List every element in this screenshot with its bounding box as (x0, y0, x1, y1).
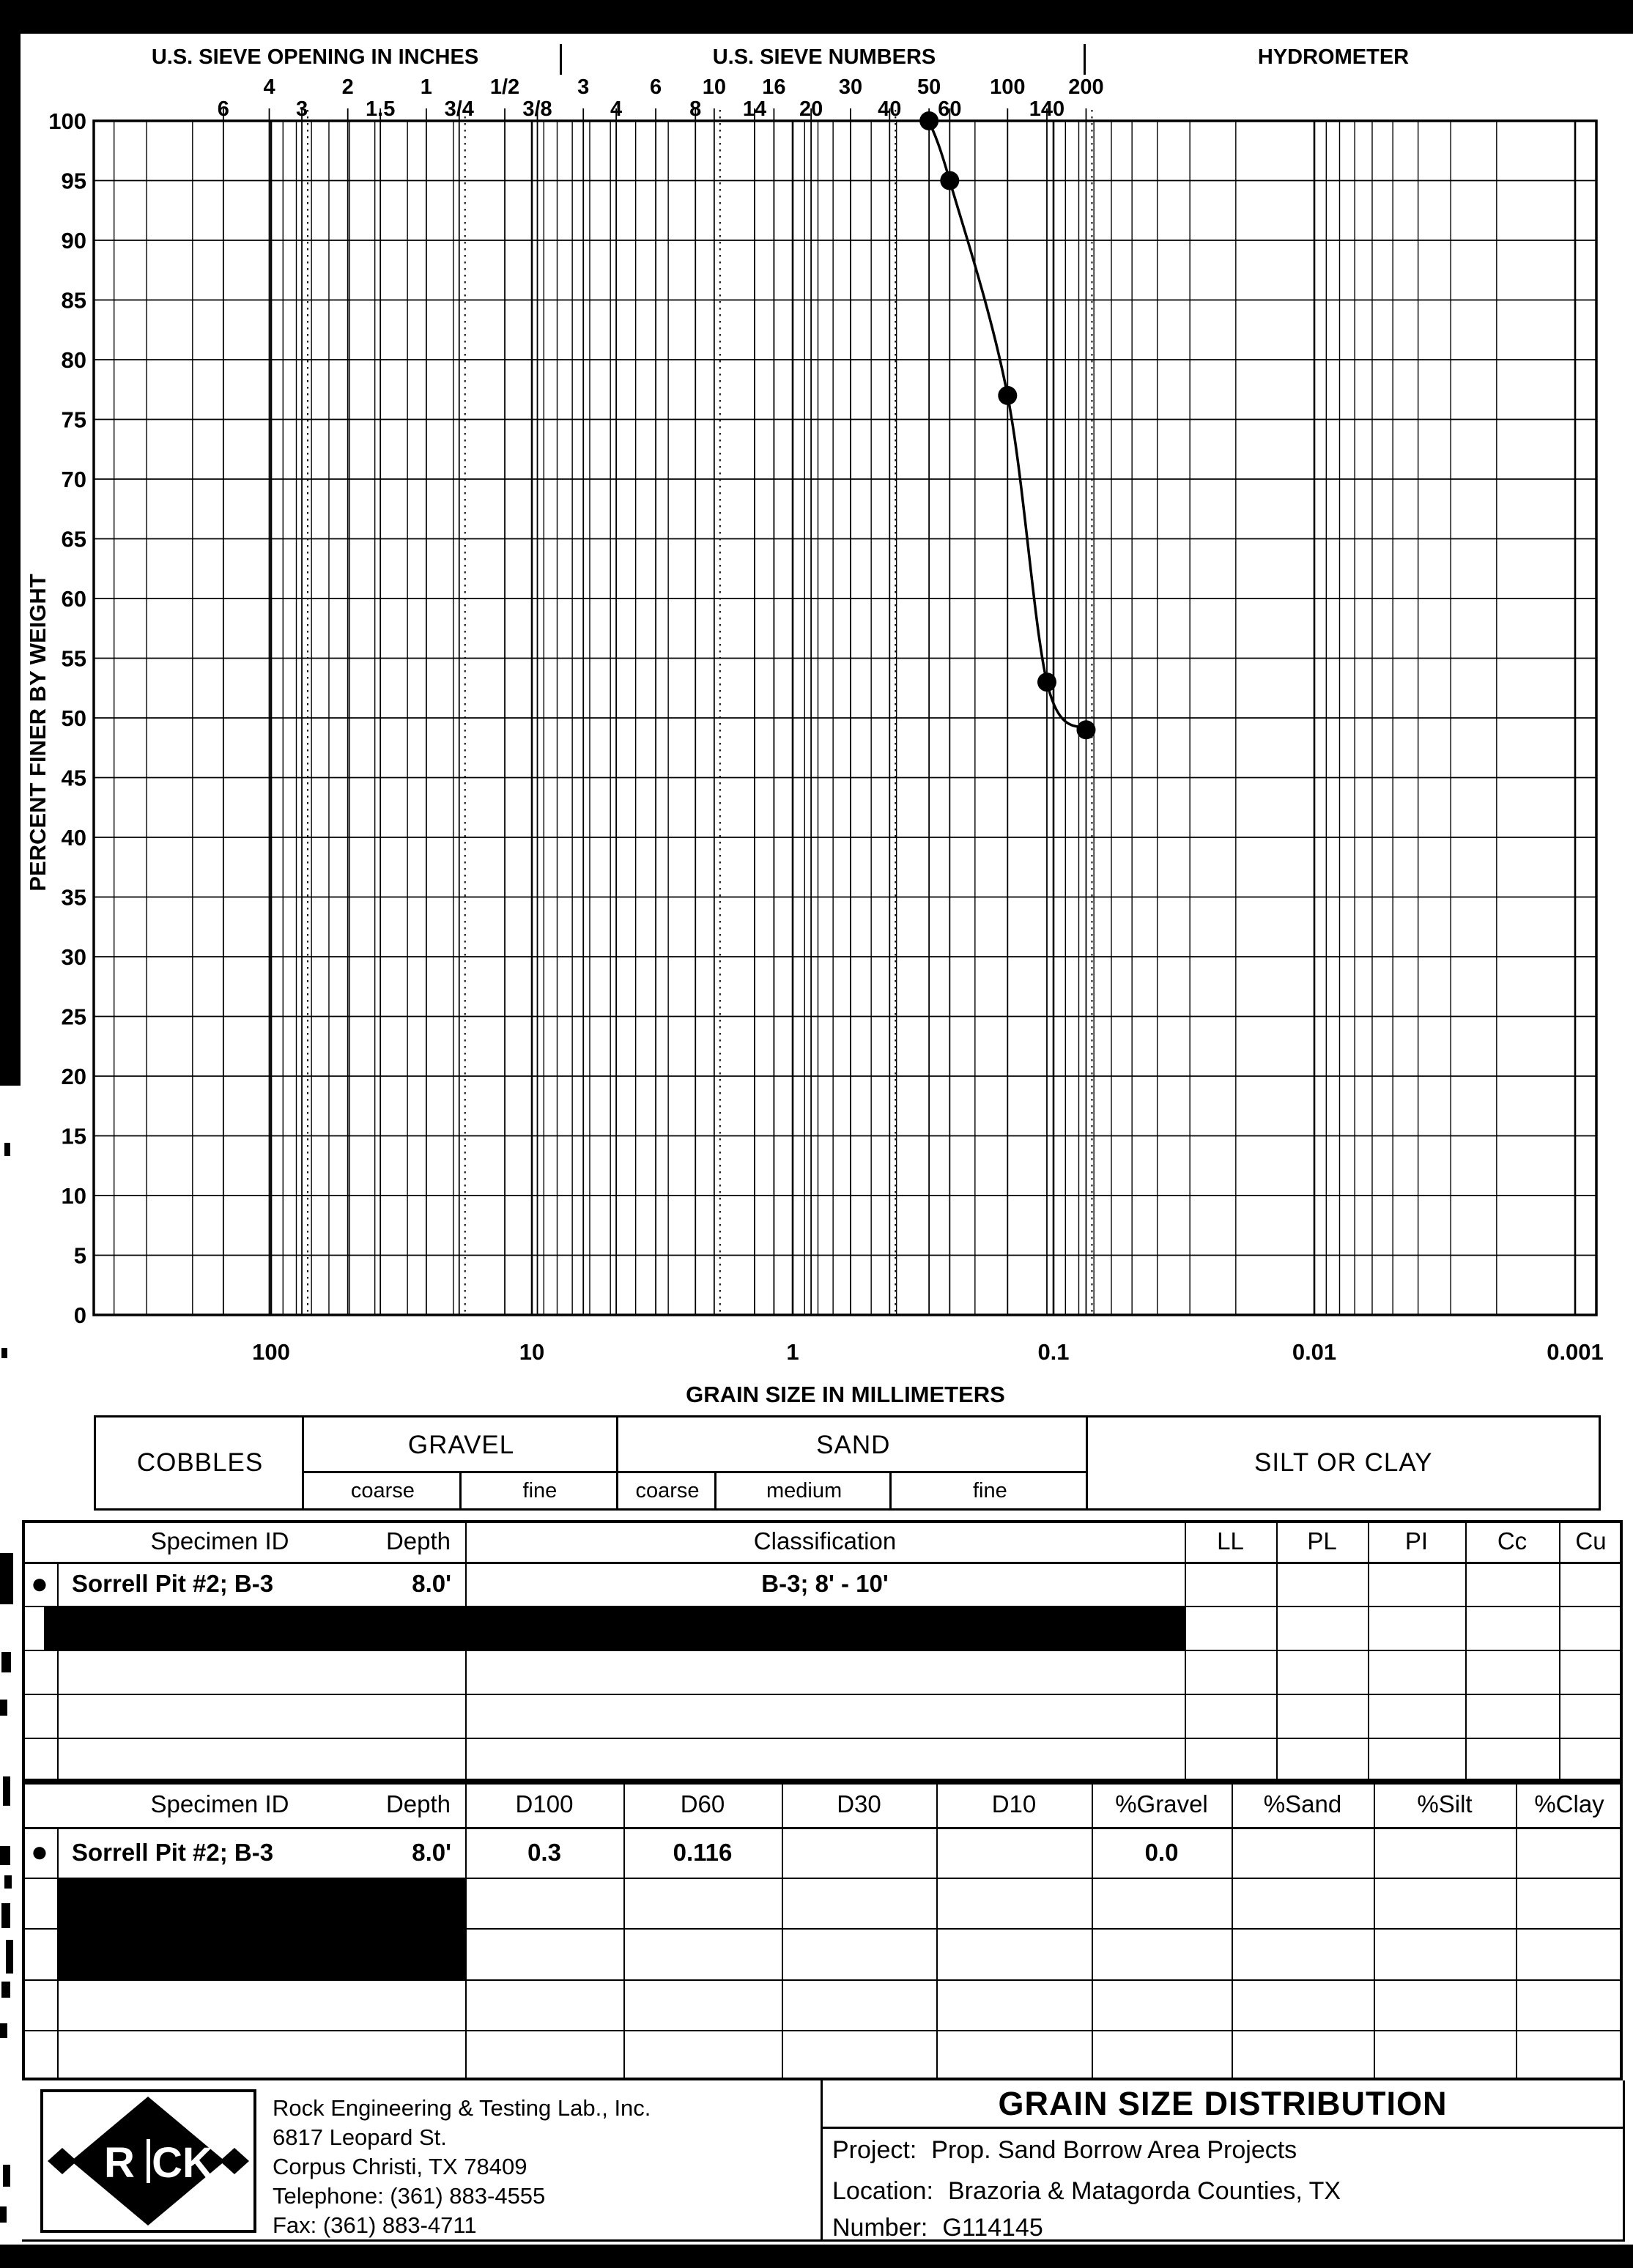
sieve-tick-label: 4 (610, 97, 623, 121)
column-header: Specimen ID (150, 1527, 289, 1554)
x-tick-label: 0.1 (1037, 1339, 1070, 1365)
company-address-line: Corpus Christi, TX 78409 (273, 2154, 527, 2179)
table-row-separator (22, 1694, 1623, 1695)
scan-artifact (0, 1553, 13, 1604)
x-axis-title: GRAIN SIZE IN MILLIMETERS (686, 1382, 1005, 1407)
scan-artifact (1, 1903, 10, 1928)
location-label: Location: (832, 2177, 933, 2205)
sieve-tick-label: 14 (742, 97, 767, 121)
company-address-line: Rock Engineering & Testing Lab., Inc. (273, 2095, 651, 2121)
sieve-tick-label: 30 (838, 75, 863, 99)
y-tick-label: 60 (61, 586, 86, 612)
marker-cell: ● (30, 1567, 49, 1600)
y-tick-label: 35 (61, 884, 86, 911)
x-tick-label: 1 (786, 1339, 799, 1365)
number-label: Number: (832, 2214, 928, 2242)
marker-cell: ● (30, 1836, 49, 1869)
sieve-tick-label: 1 (420, 75, 432, 99)
depth-cell: 8.0' (412, 1570, 451, 1597)
sieve-tick-label: 50 (917, 75, 941, 99)
column-header: Classification (753, 1527, 897, 1554)
project-field (832, 2136, 1297, 2165)
gravel-cell: 0.0 (1144, 1838, 1179, 1866)
column-header: Cu (1575, 1527, 1607, 1554)
column-header: %Gravel (1115, 1790, 1208, 1817)
column-header: LL (1217, 1527, 1244, 1554)
scan-artifact (3, 2165, 10, 2187)
logo-letter-r: R (104, 2139, 135, 2187)
y-tick-label: 0 (73, 1302, 86, 1328)
redacted-block (57, 1928, 465, 1979)
column-header: Depth (385, 1790, 451, 1817)
scan-artifact (0, 2023, 7, 2038)
header-hydrometer: HYDROMETER (1257, 45, 1410, 69)
band-subcell-medium: medium (714, 1471, 894, 1511)
bottom-scan-bar (0, 2245, 1633, 2268)
sieve-tick-label: 6 (217, 97, 229, 121)
y-tick-label: 45 (61, 765, 86, 791)
logo-letters-ck: CK (152, 2139, 213, 2187)
scan-artifact (4, 1875, 12, 1889)
y-tick-label: 15 (61, 1123, 86, 1149)
column-header: D30 (837, 1790, 881, 1817)
title-underline (821, 2127, 1625, 2129)
sieve-tick-label: 8 (689, 97, 702, 121)
scan-artifact (6, 1940, 13, 1974)
sieve-tick-label: 1.5 (366, 97, 396, 121)
scan-artifact (0, 1846, 10, 1865)
band-subcell-coarse: coarse (616, 1471, 719, 1511)
table-row-separator (22, 1650, 1623, 1651)
x-tick-label: 0.001 (1547, 1339, 1604, 1365)
band-cell-gravel: GRAVEL (302, 1415, 621, 1475)
band-cell-cobbles: COBBLES (94, 1415, 306, 1511)
y-tick-label: 5 (73, 1242, 86, 1269)
sieve-tick-label: 140 (1029, 97, 1065, 121)
y-tick-label: 25 (61, 1004, 86, 1030)
column-header: Depth (385, 1527, 451, 1554)
sieve-tick-label: 60 (938, 97, 962, 121)
scan-artifact (1, 1652, 11, 1672)
scan-artifact (0, 2206, 7, 2223)
sieve-tick-label: 16 (762, 75, 786, 99)
scan-artifact (3, 1776, 10, 1806)
sieve-tick-label: 3 (295, 97, 308, 121)
x-tick-label: 10 (519, 1339, 545, 1365)
sieve-tick-label: 40 (878, 97, 902, 121)
column-header: D10 (991, 1790, 1037, 1817)
y-tick-label: 85 (61, 287, 86, 314)
data-point (1037, 672, 1056, 692)
location-value: Brazoria & Matagorda Counties, TX (948, 2177, 1341, 2205)
column-header: %Clay (1534, 1790, 1604, 1817)
specimen_id-cell: Sorrell Pit #2; B-3 (72, 1838, 274, 1866)
header-sieve-inches: U.S. SIEVE OPENING IN INCHES (151, 45, 479, 69)
band-subcell-fine: fine (459, 1471, 621, 1511)
redacted-block (57, 1878, 465, 1928)
scan-artifact (1, 1982, 10, 1998)
band-subcell-fine: fine (889, 1471, 1090, 1511)
company-logo (40, 2089, 256, 2233)
project-label: Project: (832, 2136, 917, 2164)
band-cell-sand: SAND (616, 1415, 1090, 1475)
y-tick-label: 100 (48, 108, 86, 134)
number-value: G114145 (942, 2214, 1043, 2242)
column-header: Cc (1497, 1527, 1528, 1554)
y-tick-label: 80 (61, 347, 86, 373)
table-row-separator (22, 1979, 1623, 1981)
d100-cell: 0.3 (527, 1838, 561, 1866)
sieve-tick-label: 6 (650, 75, 662, 99)
x-tick-label: 100 (252, 1339, 290, 1365)
sieve-tick-label: 2 (341, 75, 354, 99)
y-tick-label: 10 (61, 1183, 86, 1209)
data-point (1076, 720, 1095, 739)
d60-cell: 0.116 (673, 1838, 733, 1866)
column-header: %Silt (1417, 1790, 1473, 1817)
rock-diamond-logo-icon (43, 2092, 253, 2230)
sieve-tick-label: 10 (702, 75, 726, 99)
data-point (940, 171, 959, 190)
company-address-line: 6817 Leopard St. (273, 2124, 447, 2150)
column-header: D100 (515, 1790, 574, 1817)
report-title: GRAIN SIZE DISTRIBUTION (998, 2085, 1448, 2122)
scan-artifact (0, 1700, 7, 1716)
sieve-tick-label: 3 (577, 75, 590, 99)
column-header: Specimen ID (150, 1790, 289, 1817)
column-header: PL (1307, 1527, 1337, 1554)
band-subcell-coarse: coarse (302, 1471, 464, 1511)
specimen_id-cell: Sorrell Pit #2; B-3 (72, 1570, 274, 1597)
redacted-block (44, 1606, 1185, 1650)
column-header: %Sand (1263, 1790, 1342, 1817)
y-tick-label: 55 (61, 645, 86, 672)
y-tick-label: 75 (61, 407, 86, 433)
company-address-line: Telephone: (361) 883-4555 (273, 2183, 546, 2209)
y-tick-label: 50 (61, 705, 86, 731)
number-field (832, 2214, 1043, 2242)
y-tick-label: 40 (61, 825, 86, 850)
y-axis-title: PERCENT FINER BY WEIGHT (25, 574, 51, 892)
sieve-tick-label: 3/4 (444, 97, 474, 121)
data-point (998, 386, 1017, 405)
company-address (273, 2094, 651, 2240)
footer-bottom-border (22, 2239, 1625, 2242)
footer-right-border (1623, 2080, 1625, 2242)
sieve-tick-label: 200 (1068, 75, 1104, 99)
sieve-tick-label: 3/8 (522, 97, 552, 121)
y-tick-label: 20 (61, 1064, 86, 1089)
data-point (919, 111, 938, 130)
location-field (832, 2177, 1341, 2206)
header-sieve-numbers: U.S. SIEVE NUMBERS (712, 45, 936, 69)
depth-cell: 8.0' (412, 1838, 451, 1866)
table-row-separator (22, 2030, 1623, 2031)
sieve-tick-label: 4 (263, 75, 275, 99)
y-tick-label: 90 (61, 228, 86, 253)
project-value: Prop. Sand Borrow Area Projects (931, 2136, 1297, 2164)
sieve-tick-label: 100 (990, 75, 1026, 99)
y-tick-label: 30 (61, 944, 86, 970)
y-tick-label: 65 (61, 526, 86, 552)
column-header: D60 (680, 1790, 725, 1817)
table-row-separator (22, 1738, 1623, 1739)
y-tick-label: 95 (61, 168, 86, 194)
band-cell-silt-or-clay: SILT OR CLAY (1086, 1415, 1601, 1511)
classification-cell: B-3; 8' - 10' (761, 1570, 889, 1597)
sieve-tick-label: 1/2 (489, 75, 520, 99)
column-header: PI (1404, 1527, 1429, 1554)
x-tick-label: 0.01 (1292, 1339, 1337, 1365)
sieve-tick-label: 20 (799, 97, 823, 121)
company-address-line: Fax: (361) 883-4711 (273, 2212, 477, 2238)
y-tick-label: 70 (61, 467, 86, 492)
